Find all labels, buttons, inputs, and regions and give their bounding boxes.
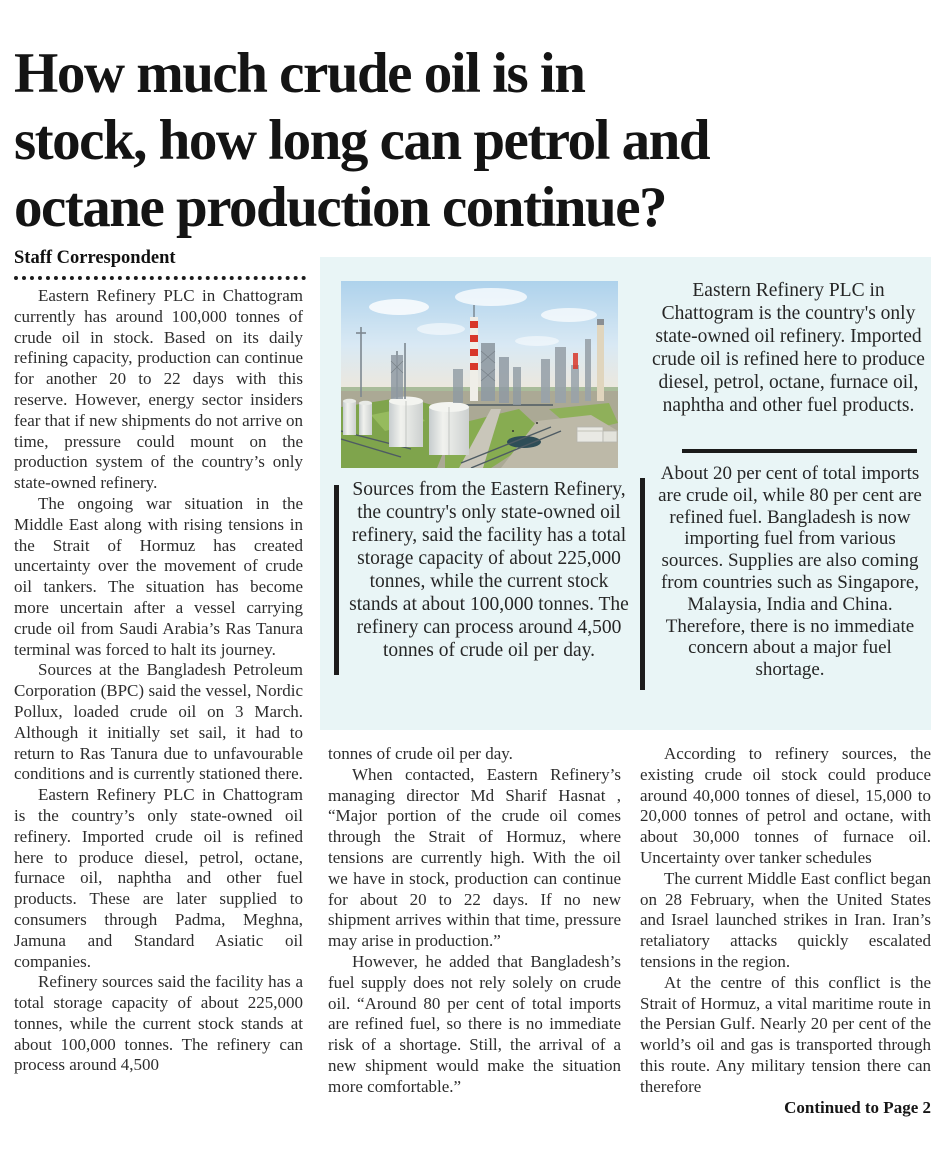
paragraph: The ongoing war situation in the Middle East along with rising tensions in the Strait of Hormuz has created uncertainty over the movement of crude oil tankers. The situation has become more uncertain after a vessel carrying crude oil from Saudi Arabia’s Ras Tanura terminal was forced to halt its journey.	[14, 493, 303, 659]
pull-quote-bar-middle	[334, 485, 339, 675]
paragraph: At the centre of this conflict is the Strait of Hormuz, a vital maritime route in the Persian Gulf. Nearly 20 per cent of the world’s oil and gas is transported through this route. Any military tension there can therefore	[640, 972, 931, 1096]
pull-quote-right-top: Eastern Refinery PLC in Chattogram is the country's only state-owned oil refinery. Imported crude oil is refined here to produce diesel, petrol, octane, furnace oil, naphtha and other fuel products.	[652, 280, 925, 416]
headline-line: stock, how long can petrol and	[14, 109, 710, 173]
pull-quote-right-bottom: About 20 per cent of total imports are crude oil, while 80 per cent are refined fuel. Bangladesh is now importing fuel from various sources. Supplies are also coming from countries such as Singapore, Malaysia, India and China. Therefore, there is no immediate concern about a major fuel shortage.	[658, 463, 922, 681]
quote-divider-rule	[682, 449, 917, 453]
headline	[14, 40, 940, 241]
headline-line: How much crude oil is in	[14, 42, 585, 106]
paragraph: However, he added that Bangladesh’s fuel supply does not rely solely on crude oil. “Around 80 per cent of total imports are refined fuel, so there is no immediate risk of a shortage. Still, the arrival of a new shipment would make the situation more comfortable.”	[328, 951, 621, 1096]
pull-quote-middle: Sources from the Eastern Refinery, the country's only state-owned oil refinery, said the facility has a total storage capacity of about 225,000 tonnes, while the current stock stands at about 100,000 tonnes. The refinery can process around 4,500 tonnes of crude oil per day.	[349, 479, 629, 661]
paragraph: When contacted, Eastern Refinery’s managing director Md Sharif Hasnat , “Major portion of the crude oil comes through the Strait of Hormuz, where tensions are currently high. With the oil we have in stock, production can continue for about 20 to 22 days. If no new shipment arrives within that time, pressure may arise in production.”	[328, 764, 621, 951]
continued-notice: Continued to Page 2	[784, 1097, 931, 1117]
paragraph: Refinery sources said the facility has a total storage capacity of about 225,000 tonnes, while the current stock stands at about 100,000 tonnes. The refinery can process around 4,500	[14, 972, 303, 1075]
paragraph: According to refinery sources, the existing crude oil stock could produce around 40,000 tonnes of diesel, 15,000 to 20,000 tonnes of petrol and octane, with about 30,000 tonnes of furnace oil. Uncertainty over tanker schedules	[640, 744, 931, 867]
headline-line: octane production continue?	[14, 176, 666, 240]
feature-box	[320, 257, 931, 730]
refinery-photo	[341, 281, 618, 468]
paragraph: tonnes of crude oil per day.	[328, 744, 513, 763]
right-column	[640, 744, 931, 1118]
left-column	[14, 286, 303, 1076]
middle-column	[328, 744, 621, 1098]
paragraph: Sources at the Bangladesh Petroleum Corporation (BPC) said the vessel, Nordic Pollux, loaded crude oil on 3 March. Although it initially set sail, it had to return to Ras Tanura due to unfavourable conditions and is currently stationed there.	[14, 660, 303, 784]
byline-dotted-rule	[14, 276, 306, 280]
paragraph: The current Middle East conflict began on 28 February, when the United States and Israel launched strikes in Iran. Iran’s retaliatory attacks quickly escalated tensions in the region.	[640, 868, 931, 971]
paragraph: Eastern Refinery PLC in Chattogram currently has around 100,000 tonnes of crude oil in stock. Based on its daily refining capacity, production can continue for another 20 to 22 days with this reserve. However, energy sector insiders fear that if new shipments do not arrive on time, pressure could mount on the production system of the country’s only state-owned refinery.	[14, 286, 303, 493]
byline: Staff Correspondent	[14, 248, 176, 268]
pull-quote-bar-right	[640, 478, 645, 690]
paragraph: Eastern Refinery PLC in Chattogram is the country’s only state-owned oil refinery. Imported crude oil is refined here to produce diesel, petrol, octane, furnace oil, naphtha and other fuel products. These are later supplied to consumers through Padma, Meghna, Jamuna and Standard Asiatic oil companies.	[14, 785, 303, 971]
